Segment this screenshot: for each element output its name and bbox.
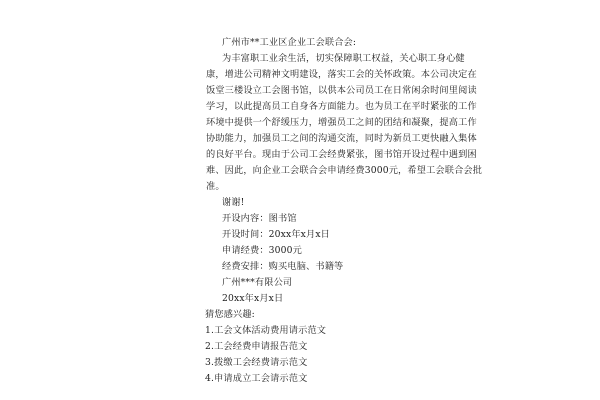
letter-body-line: 饭堂三楼设立工会图书馆，以供本公司员工在日常闲余时间里阅读 — [206, 85, 477, 96]
letter-body-line: 准。 — [206, 181, 225, 192]
related-link[interactable]: 2.工会经费申请报告范文 — [205, 341, 308, 352]
letter-detail-arrangement: 经费安排：购买电脑、书籍等 — [222, 261, 344, 272]
letter-signature-company: 广州***有限公司 — [222, 277, 293, 288]
letter-body-line: 的良好平台。现由于公司工会经费紧张，图书馆开设过程中遇到困 — [206, 149, 477, 160]
letter-body-line: 康，增进公司精神文明建设，落实工会的关怀政策。本公司决定在 — [206, 69, 477, 80]
letter-body-line: 难、因此，向企业工会联合会申请经费3000元，希望工会联合会批 — [206, 165, 483, 176]
letter-detail-time: 开设时间：20xx年x月x日 — [222, 229, 331, 240]
letter-body-line: 环境中提供一个舒缓压力，增强员工之间的团结和凝聚，提高工作 — [206, 117, 477, 128]
related-section-title: 猜您感兴趣: — [205, 309, 255, 320]
letter-detail-content: 开设内容：图书馆 — [222, 213, 297, 224]
letter-body-line: 为丰富职工业余生活，切实保障职工权益，关心职工身心健 — [222, 53, 465, 64]
related-link[interactable]: 3.拨缴工会经费请示范文 — [205, 357, 308, 368]
letter-body-line: 协助能力，加强员工之间的沟通交流，同时为新员工更快融入集体 — [206, 133, 477, 144]
letter-body-line: 学习，以此提高员工自身各方面能力。也为员工在平时紧张的工作 — [206, 101, 477, 112]
letter-thanks: 谢谢! — [222, 197, 245, 208]
letter-detail-funds: 申请经费：3000元 — [222, 245, 303, 256]
related-link[interactable]: 4.申请成立工会请示范文 — [205, 373, 308, 384]
related-link[interactable]: 1.工会文体活动费用请示范文 — [205, 325, 327, 336]
letter-salutation: 广州市**工业区企业工会联合会: — [222, 37, 357, 48]
letter-signature-date: 20xx年x月x日 — [222, 293, 284, 304]
